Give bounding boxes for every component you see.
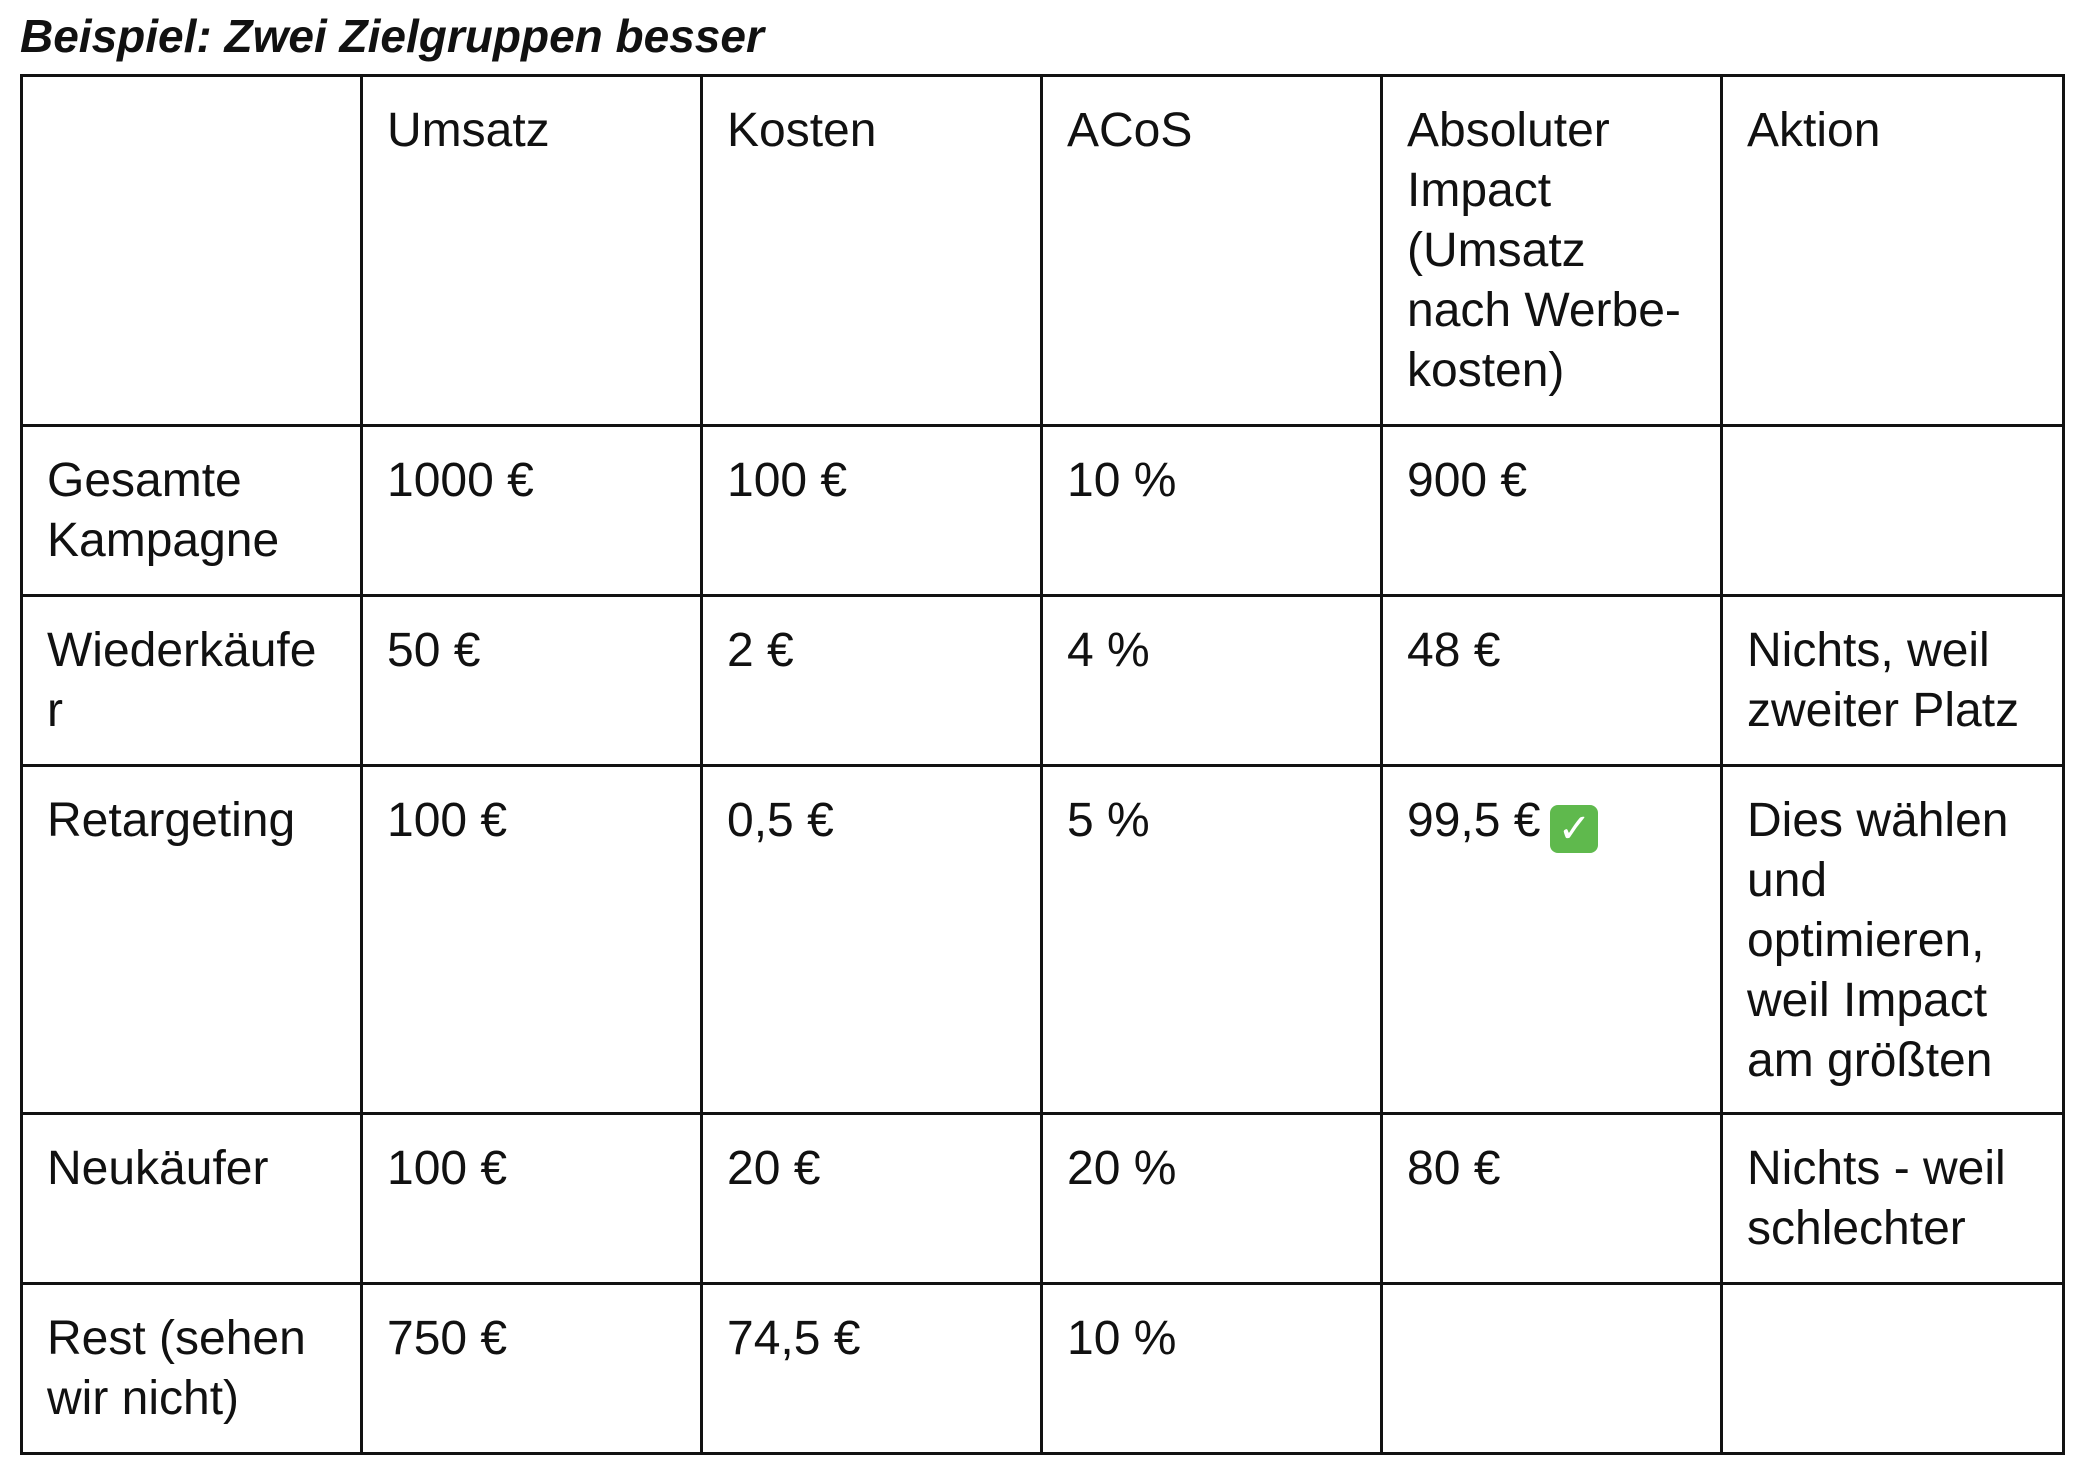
aktion-line: Nichts - weil xyxy=(1747,1142,2006,1195)
data-table xyxy=(20,74,2065,1455)
acos-cell: 20 % xyxy=(1042,1114,1382,1284)
kosten-cell: 74,5 € xyxy=(702,1284,1042,1454)
umsatz-cell: 1000 € xyxy=(362,426,702,596)
header-row xyxy=(22,76,2064,426)
umsatz-cell: 100 € xyxy=(362,766,702,1114)
document-title: Beispiel: Zwei Zielgruppen besser xyxy=(20,10,764,62)
row-label-line: Kampagne xyxy=(47,514,280,567)
aktion-line: zweiter Platz xyxy=(1747,684,2020,737)
table-row xyxy=(22,1284,2064,1454)
row-label-line: Retargeting xyxy=(47,794,296,847)
aktion-cell xyxy=(1722,596,2064,766)
aktion-cell xyxy=(1722,1284,2064,1454)
header-impact-line: Absoluter xyxy=(1407,104,1610,157)
acos-cell: 10 % xyxy=(1042,1284,1382,1454)
row-label-cell xyxy=(22,1284,362,1454)
header-cell-kosten: Kosten xyxy=(702,76,1042,426)
row-label-line: Neukäufer xyxy=(47,1142,269,1195)
table-row xyxy=(22,596,2064,766)
impact-cell xyxy=(1382,1284,1722,1454)
aktion-line: Nichts, weil xyxy=(1747,624,1990,677)
kosten-cell: 100 € xyxy=(702,426,1042,596)
aktion-cell xyxy=(1722,426,2064,596)
impact-cell: 48 € xyxy=(1382,596,1722,766)
row-label-line: Wiederkäufe xyxy=(47,624,317,677)
acos-cell: 5 % xyxy=(1042,766,1382,1114)
aktion-line: am größten xyxy=(1747,1034,1993,1087)
row-label-line: r xyxy=(47,684,63,737)
kosten-cell: 20 € xyxy=(702,1114,1042,1284)
kosten-cell: 2 € xyxy=(702,596,1042,766)
header-cell-umsatz: Umsatz xyxy=(362,76,702,426)
aktion-line: Dies wählen xyxy=(1747,794,2009,847)
impact-cell: 900 € xyxy=(1382,426,1722,596)
header-cell-acos: ACoS xyxy=(1042,76,1382,426)
header-impact-line: kosten) xyxy=(1407,344,1565,397)
kosten-cell: 0,5 € xyxy=(702,766,1042,1114)
aktion-cell xyxy=(1722,766,2064,1114)
header-impact-line: (Umsatz xyxy=(1407,224,1586,277)
row-label-line: wir nicht) xyxy=(47,1372,240,1425)
row-label-cell xyxy=(22,766,362,1114)
header-cell-empty xyxy=(22,76,362,426)
header-impact-line: Impact xyxy=(1407,164,1552,217)
aktion-line: und xyxy=(1747,854,1828,907)
acos-cell: 10 % xyxy=(1042,426,1382,596)
table-row xyxy=(22,766,2064,1114)
umsatz-cell: 50 € xyxy=(362,596,702,766)
header-cell-impact xyxy=(1382,76,1722,426)
check-mark-icon: ✓ xyxy=(1550,805,1598,853)
row-label-cell xyxy=(22,426,362,596)
umsatz-cell: 100 € xyxy=(362,1114,702,1284)
umsatz-cell: 750 € xyxy=(362,1284,702,1454)
acos-cell: 4 % xyxy=(1042,596,1382,766)
impact-cell: 80 € xyxy=(1382,1114,1722,1284)
row-label-cell xyxy=(22,1114,362,1284)
row-label-cell xyxy=(22,596,362,766)
header-impact-line: nach Werbe- xyxy=(1407,284,1681,337)
row-label-line: Rest (sehen xyxy=(47,1312,306,1365)
aktion-line: weil Impact xyxy=(1747,974,1988,1027)
header-cell-aktion: Aktion xyxy=(1722,76,2064,426)
aktion-line: optimieren, xyxy=(1747,914,1985,967)
aktion-cell xyxy=(1722,1114,2064,1284)
aktion-line: schlechter xyxy=(1747,1202,1966,1255)
impact-value: 99,5 € xyxy=(1407,794,1541,847)
row-label-line: Gesamte xyxy=(47,454,242,507)
table-row xyxy=(22,426,2064,596)
table-row xyxy=(22,1114,2064,1284)
impact-cell xyxy=(1382,766,1722,1114)
